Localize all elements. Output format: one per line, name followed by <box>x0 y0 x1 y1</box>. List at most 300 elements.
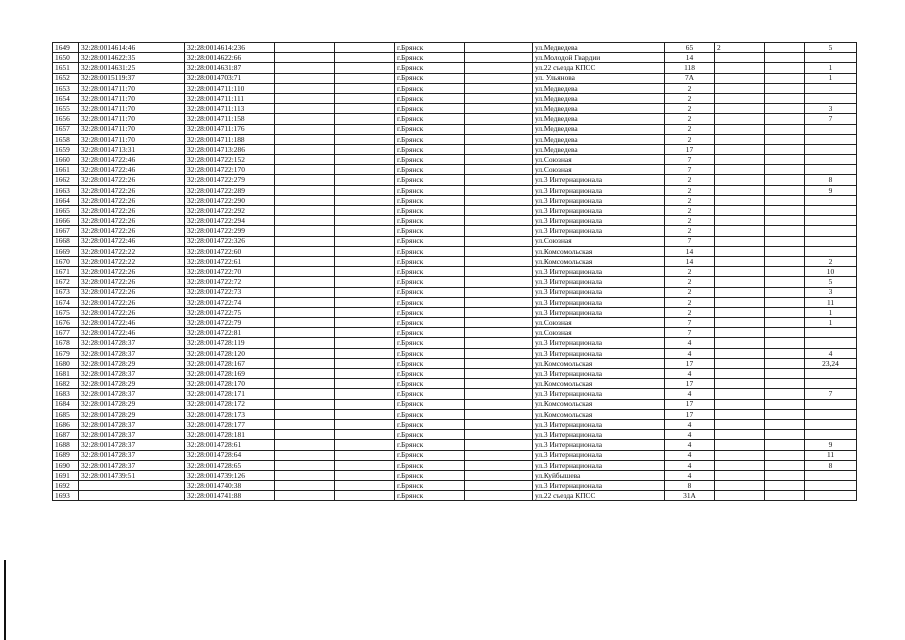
cell-blank-col-b <box>335 206 395 216</box>
cell-street: ул.3 Интернационала <box>533 389 665 399</box>
cell-blank-col-d <box>765 63 805 73</box>
cell-building-number: 2 <box>715 43 765 53</box>
cell-building-cadastral-number: 32:28:0014728:172 <box>185 399 275 409</box>
cell-house-number: 17 <box>665 144 715 154</box>
table-row <box>53 297 857 307</box>
cell-street: ул.3 Интернационала <box>533 226 665 236</box>
cell-row-number: 1656 <box>53 114 79 124</box>
cell-house-number: 4 <box>665 389 715 399</box>
cell-building-number <box>715 246 765 256</box>
cell-city: г.Брянск <box>395 470 465 480</box>
cell-building-cadastral-number: 32:28:0014728:167 <box>185 358 275 368</box>
cell-row-number: 1654 <box>53 93 79 103</box>
cell-blank-col-b <box>335 216 395 226</box>
cell-street: ул.Медведева <box>533 93 665 103</box>
table-row <box>53 216 857 226</box>
cell-building-cadastral-number: 32:28:0014741:88 <box>185 491 275 501</box>
cell-city: г.Брянск <box>395 287 465 297</box>
cell-blank-col-d <box>765 348 805 358</box>
cell-building-number <box>715 53 765 63</box>
table-row <box>53 256 857 266</box>
cell-city: г.Брянск <box>395 63 465 73</box>
cell-blank-col-a <box>275 399 335 409</box>
cell-blank-col-d <box>765 134 805 144</box>
cell-building-number <box>715 430 765 440</box>
cell-blank-col-b <box>335 226 395 236</box>
cell-building-number <box>715 348 765 358</box>
cell-blank-col-c <box>465 430 533 440</box>
table-row <box>53 277 857 287</box>
cell-blank-col-c <box>465 226 533 236</box>
cell-blank-col-a <box>275 491 335 501</box>
cell-house-number: 7А <box>665 73 715 83</box>
cell-street: ул.3 Интернационала <box>533 195 665 205</box>
cell-land-cadastral-number: 32:28:0014722:46 <box>79 328 185 338</box>
cell-city: г.Брянск <box>395 389 465 399</box>
cell-blank-col-a <box>275 83 335 93</box>
cell-street: ул.22 съезда КПСС <box>533 491 665 501</box>
cell-land-cadastral-number: 32:28:0014722:46 <box>79 236 185 246</box>
cell-apartment-number <box>805 195 857 205</box>
cell-row-number: 1677 <box>53 328 79 338</box>
cell-land-cadastral-number <box>79 491 185 501</box>
cell-blank-col-b <box>335 93 395 103</box>
cell-street: ул.3 Интернационала <box>533 307 665 317</box>
cell-street: ул.Комсомольская <box>533 399 665 409</box>
cell-blank-col-d <box>765 246 805 256</box>
cell-blank-col-d <box>765 144 805 154</box>
cell-city: г.Брянск <box>395 226 465 236</box>
cell-blank-col-d <box>765 470 805 480</box>
cell-building-cadastral-number: 32:28:0014722:75 <box>185 307 275 317</box>
table-row <box>53 195 857 205</box>
cell-blank-col-a <box>275 481 335 491</box>
cell-blank-col-c <box>465 338 533 348</box>
table-row <box>53 379 857 389</box>
cell-blank-col-b <box>335 134 395 144</box>
cell-blank-col-b <box>335 185 395 195</box>
table-row <box>53 226 857 236</box>
cell-blank-col-b <box>335 440 395 450</box>
cell-city: г.Брянск <box>395 307 465 317</box>
cell-blank-col-b <box>335 287 395 297</box>
cell-building-number <box>715 277 765 287</box>
cell-street: ул.Медведева <box>533 144 665 154</box>
cell-blank-col-a <box>275 185 335 195</box>
cell-blank-col-b <box>335 144 395 154</box>
cell-street: ул.Медведева <box>533 134 665 144</box>
cell-street: ул.Медведева <box>533 43 665 53</box>
cell-land-cadastral-number: 32:28:0014711:70 <box>79 134 185 144</box>
table-row <box>53 134 857 144</box>
table-row <box>53 144 857 154</box>
cell-land-cadastral-number: 32:28:0014711:70 <box>79 124 185 134</box>
cell-blank-col-c <box>465 419 533 429</box>
table-row <box>53 155 857 165</box>
cell-apartment-number <box>805 216 857 226</box>
table-row <box>53 481 857 491</box>
cell-blank-col-a <box>275 155 335 165</box>
cell-street: ул.3 Интернационала <box>533 206 665 216</box>
cell-blank-col-b <box>335 328 395 338</box>
cell-blank-col-c <box>465 470 533 480</box>
cell-row-number: 1685 <box>53 409 79 419</box>
cell-row-number: 1650 <box>53 53 79 63</box>
cell-blank-col-d <box>765 338 805 348</box>
cell-street: ул.Комсомольская <box>533 358 665 368</box>
cell-land-cadastral-number: 32:28:0014722:46 <box>79 155 185 165</box>
cell-land-cadastral-number: 32:28:0014728:37 <box>79 369 185 379</box>
cell-building-number <box>715 287 765 297</box>
cell-row-number: 1693 <box>53 491 79 501</box>
cell-house-number: 2 <box>665 93 715 103</box>
cell-blank-col-c <box>465 267 533 277</box>
left-edge-mark <box>4 560 6 640</box>
cell-apartment-number: 1 <box>805 307 857 317</box>
cell-building-number <box>715 419 765 429</box>
cell-row-number: 1649 <box>53 43 79 53</box>
cell-city: г.Брянск <box>395 53 465 63</box>
cell-city: г.Брянск <box>395 124 465 134</box>
cell-building-number <box>715 481 765 491</box>
cell-land-cadastral-number <box>79 481 185 491</box>
cell-blank-col-d <box>765 440 805 450</box>
cell-city: г.Брянск <box>395 83 465 93</box>
table-row <box>53 460 857 470</box>
cell-blank-col-a <box>275 338 335 348</box>
cell-building-cadastral-number: 32:28:0014728:119 <box>185 338 275 348</box>
cell-blank-col-c <box>465 318 533 328</box>
cell-blank-col-d <box>765 226 805 236</box>
cell-blank-col-c <box>465 348 533 358</box>
cell-blank-col-d <box>765 124 805 134</box>
cell-building-cadastral-number: 32:28:0014622:66 <box>185 53 275 63</box>
table-row <box>53 440 857 450</box>
cell-row-number: 1653 <box>53 83 79 93</box>
cell-house-number: 2 <box>665 195 715 205</box>
cell-row-number: 1691 <box>53 470 79 480</box>
cell-building-number <box>715 256 765 266</box>
cell-apartment-number: 4 <box>805 348 857 358</box>
cell-blank-col-a <box>275 409 335 419</box>
table-row <box>53 73 857 83</box>
cell-blank-col-b <box>335 267 395 277</box>
cell-building-number <box>715 470 765 480</box>
cell-row-number: 1680 <box>53 358 79 368</box>
cell-land-cadastral-number: 32:28:0014728:29 <box>79 358 185 368</box>
cell-blank-col-a <box>275 430 335 440</box>
table-row <box>53 104 857 114</box>
cell-blank-col-b <box>335 348 395 358</box>
cell-city: г.Брянск <box>395 338 465 348</box>
cell-blank-col-c <box>465 307 533 317</box>
table-row <box>53 267 857 277</box>
cell-blank-col-d <box>765 165 805 175</box>
cell-house-number: 17 <box>665 379 715 389</box>
cell-blank-col-c <box>465 409 533 419</box>
cell-row-number: 1688 <box>53 440 79 450</box>
cell-street: ул.3 Интернационала <box>533 297 665 307</box>
cell-row-number: 1682 <box>53 379 79 389</box>
cell-blank-col-c <box>465 134 533 144</box>
cell-blank-col-d <box>765 104 805 114</box>
cell-street: ул.3 Интернационала <box>533 287 665 297</box>
cell-land-cadastral-number: 32:28:0014722:26 <box>79 277 185 287</box>
cell-blank-col-a <box>275 470 335 480</box>
cell-land-cadastral-number: 32:28:0014722:26 <box>79 185 185 195</box>
cell-street: ул.Куйбышева <box>533 470 665 480</box>
cell-house-number: 7 <box>665 318 715 328</box>
cell-city: г.Брянск <box>395 419 465 429</box>
cell-apartment-number <box>805 338 857 348</box>
table-row <box>53 175 857 185</box>
cell-apartment-number: 8 <box>805 175 857 185</box>
cell-building-number <box>715 267 765 277</box>
cell-row-number: 1664 <box>53 195 79 205</box>
cell-house-number: 2 <box>665 104 715 114</box>
cell-blank-col-d <box>765 318 805 328</box>
cell-building-number <box>715 460 765 470</box>
cell-building-number <box>715 104 765 114</box>
table-row <box>53 419 857 429</box>
cell-apartment-number: 3 <box>805 287 857 297</box>
cell-apartment-number: 2 <box>805 256 857 266</box>
cell-city: г.Брянск <box>395 481 465 491</box>
cell-building-cadastral-number: 32:28:0014722:73 <box>185 287 275 297</box>
table-row <box>53 114 857 124</box>
cell-building-cadastral-number: 32:28:0014728:169 <box>185 369 275 379</box>
cell-blank-col-c <box>465 328 533 338</box>
cell-row-number: 1659 <box>53 144 79 154</box>
table-row <box>53 358 857 368</box>
cell-house-number: 17 <box>665 399 715 409</box>
cell-blank-col-b <box>335 297 395 307</box>
cell-blank-col-a <box>275 389 335 399</box>
cell-building-number <box>715 155 765 165</box>
cell-city: г.Брянск <box>395 430 465 440</box>
cell-building-cadastral-number: 32:28:0014722:289 <box>185 185 275 195</box>
cell-house-number: 4 <box>665 369 715 379</box>
cell-blank-col-c <box>465 206 533 216</box>
cell-building-number <box>715 206 765 216</box>
cell-blank-col-b <box>335 379 395 389</box>
cell-apartment-number: 1 <box>805 63 857 73</box>
cell-land-cadastral-number: 32:28:0014722:22 <box>79 246 185 256</box>
cell-blank-col-a <box>275 267 335 277</box>
cell-land-cadastral-number: 32:28:0014711:70 <box>79 83 185 93</box>
cell-apartment-number: 5 <box>805 277 857 287</box>
cell-blank-col-c <box>465 216 533 226</box>
cell-house-number: 17 <box>665 358 715 368</box>
cell-building-cadastral-number: 32:28:0014722:290 <box>185 195 275 205</box>
cell-blank-col-c <box>465 114 533 124</box>
cell-blank-col-b <box>335 175 395 185</box>
cell-blank-col-d <box>765 43 805 53</box>
cell-blank-col-d <box>765 256 805 266</box>
cell-building-number <box>715 440 765 450</box>
cell-blank-col-d <box>765 175 805 185</box>
address-registry-table <box>52 42 857 501</box>
cell-house-number: 7 <box>665 155 715 165</box>
cell-apartment-number: 1 <box>805 73 857 83</box>
cell-blank-col-a <box>275 93 335 103</box>
cell-city: г.Брянск <box>395 256 465 266</box>
cell-blank-col-d <box>765 460 805 470</box>
table-row <box>53 389 857 399</box>
cell-row-number: 1681 <box>53 369 79 379</box>
cell-city: г.Брянск <box>395 399 465 409</box>
cell-blank-col-c <box>465 236 533 246</box>
cell-row-number: 1690 <box>53 460 79 470</box>
cell-blank-col-b <box>335 389 395 399</box>
cell-street: ул. Ульянова <box>533 73 665 83</box>
cell-building-cadastral-number: 32:28:0014713:286 <box>185 144 275 154</box>
cell-city: г.Брянск <box>395 73 465 83</box>
cell-house-number: 2 <box>665 83 715 93</box>
cell-blank-col-c <box>465 369 533 379</box>
cell-apartment-number <box>805 399 857 409</box>
cell-building-number <box>715 409 765 419</box>
cell-land-cadastral-number: 32:28:0014722:26 <box>79 226 185 236</box>
cell-building-number <box>715 369 765 379</box>
cell-blank-col-c <box>465 73 533 83</box>
cell-land-cadastral-number: 32:28:0014728:29 <box>79 379 185 389</box>
cell-apartment-number <box>805 470 857 480</box>
cell-blank-col-b <box>335 369 395 379</box>
cell-apartment-number <box>805 379 857 389</box>
cell-building-cadastral-number: 32:28:0014711:111 <box>185 93 275 103</box>
cell-building-cadastral-number: 32:28:0014728:64 <box>185 450 275 460</box>
cell-house-number: 17 <box>665 409 715 419</box>
cell-land-cadastral-number: 32:28:0014728:37 <box>79 460 185 470</box>
cell-blank-col-b <box>335 491 395 501</box>
cell-row-number: 1673 <box>53 287 79 297</box>
table-row <box>53 399 857 409</box>
cell-street: ул.Союзная <box>533 318 665 328</box>
cell-apartment-number <box>805 491 857 501</box>
cell-blank-col-d <box>765 419 805 429</box>
cell-building-cadastral-number: 32:28:0014722:61 <box>185 256 275 266</box>
cell-building-cadastral-number: 32:28:0014631:87 <box>185 63 275 73</box>
cell-building-number <box>715 195 765 205</box>
cell-building-cadastral-number: 32:28:0014728:173 <box>185 409 275 419</box>
cell-blank-col-c <box>465 104 533 114</box>
cell-land-cadastral-number: 32:28:0014728:37 <box>79 450 185 460</box>
cell-building-cadastral-number: 32:28:0014722:170 <box>185 165 275 175</box>
cell-land-cadastral-number: 32:28:0014728:37 <box>79 419 185 429</box>
cell-building-number <box>715 338 765 348</box>
cell-land-cadastral-number: 32:28:0014614:46 <box>79 43 185 53</box>
cell-row-number: 1679 <box>53 348 79 358</box>
cell-blank-col-b <box>335 399 395 409</box>
cell-row-number: 1675 <box>53 307 79 317</box>
cell-blank-col-d <box>765 93 805 103</box>
cell-city: г.Брянск <box>395 450 465 460</box>
cell-row-number: 1687 <box>53 430 79 440</box>
cell-street: ул.Комсомольская <box>533 246 665 256</box>
table-row <box>53 165 857 175</box>
cell-street: ул.Медведева <box>533 83 665 93</box>
cell-house-number: 118 <box>665 63 715 73</box>
cell-building-number <box>715 297 765 307</box>
cell-street: ул.Комсомольская <box>533 379 665 389</box>
cell-city: г.Брянск <box>395 379 465 389</box>
cell-blank-col-c <box>465 185 533 195</box>
cell-apartment-number <box>805 226 857 236</box>
cell-apartment-number <box>805 369 857 379</box>
cell-city: г.Брянск <box>395 185 465 195</box>
cell-house-number: 2 <box>665 226 715 236</box>
cell-blank-col-b <box>335 460 395 470</box>
cell-blank-col-c <box>465 491 533 501</box>
cell-blank-col-a <box>275 124 335 134</box>
cell-blank-col-d <box>765 267 805 277</box>
cell-row-number: 1662 <box>53 175 79 185</box>
cell-street: ул.Комсомольская <box>533 409 665 419</box>
cell-row-number: 1683 <box>53 389 79 399</box>
cell-building-number <box>715 175 765 185</box>
cell-blank-col-c <box>465 246 533 256</box>
cell-city: г.Брянск <box>395 206 465 216</box>
cell-land-cadastral-number: 32:28:0014722:26 <box>79 175 185 185</box>
cell-row-number: 1663 <box>53 185 79 195</box>
cell-blank-col-c <box>465 399 533 409</box>
cell-blank-col-c <box>465 83 533 93</box>
cell-blank-col-c <box>465 287 533 297</box>
cell-house-number: 4 <box>665 338 715 348</box>
cell-blank-col-d <box>765 195 805 205</box>
cell-house-number: 65 <box>665 43 715 53</box>
cell-house-number: 7 <box>665 328 715 338</box>
cell-building-number <box>715 491 765 501</box>
cell-blank-col-d <box>765 389 805 399</box>
cell-row-number: 1672 <box>53 277 79 287</box>
table-row <box>53 470 857 480</box>
cell-street: ул.3 Интернационала <box>533 481 665 491</box>
cell-blank-col-b <box>335 338 395 348</box>
cell-land-cadastral-number: 32:28:0014722:26 <box>79 267 185 277</box>
cell-blank-col-a <box>275 236 335 246</box>
cell-house-number: 14 <box>665 53 715 63</box>
cell-building-cadastral-number: 32:28:0014711:110 <box>185 83 275 93</box>
cell-blank-col-d <box>765 155 805 165</box>
cell-building-number <box>715 379 765 389</box>
cell-building-cadastral-number: 32:28:0014722:79 <box>185 318 275 328</box>
cell-blank-col-b <box>335 155 395 165</box>
cell-row-number: 1670 <box>53 256 79 266</box>
cell-building-cadastral-number: 32:28:0014722:152 <box>185 155 275 165</box>
cell-land-cadastral-number: 32:28:0014722:46 <box>79 318 185 328</box>
cell-blank-col-c <box>465 155 533 165</box>
cell-building-cadastral-number: 32:28:0014722:292 <box>185 206 275 216</box>
cell-building-number <box>715 399 765 409</box>
cell-house-number: 31А <box>665 491 715 501</box>
cell-blank-col-c <box>465 256 533 266</box>
cell-land-cadastral-number: 32:28:0014722:26 <box>79 307 185 317</box>
cell-blank-col-a <box>275 63 335 73</box>
cell-blank-col-a <box>275 348 335 358</box>
cell-blank-col-c <box>465 389 533 399</box>
cell-land-cadastral-number: 32:28:0014711:70 <box>79 104 185 114</box>
cell-city: г.Брянск <box>395 195 465 205</box>
cell-row-number: 1684 <box>53 399 79 409</box>
cell-apartment-number <box>805 419 857 429</box>
cell-apartment-number <box>805 328 857 338</box>
cell-house-number: 7 <box>665 236 715 246</box>
cell-blank-col-d <box>765 236 805 246</box>
cell-apartment-number: 7 <box>805 114 857 124</box>
cell-blank-col-c <box>465 43 533 53</box>
